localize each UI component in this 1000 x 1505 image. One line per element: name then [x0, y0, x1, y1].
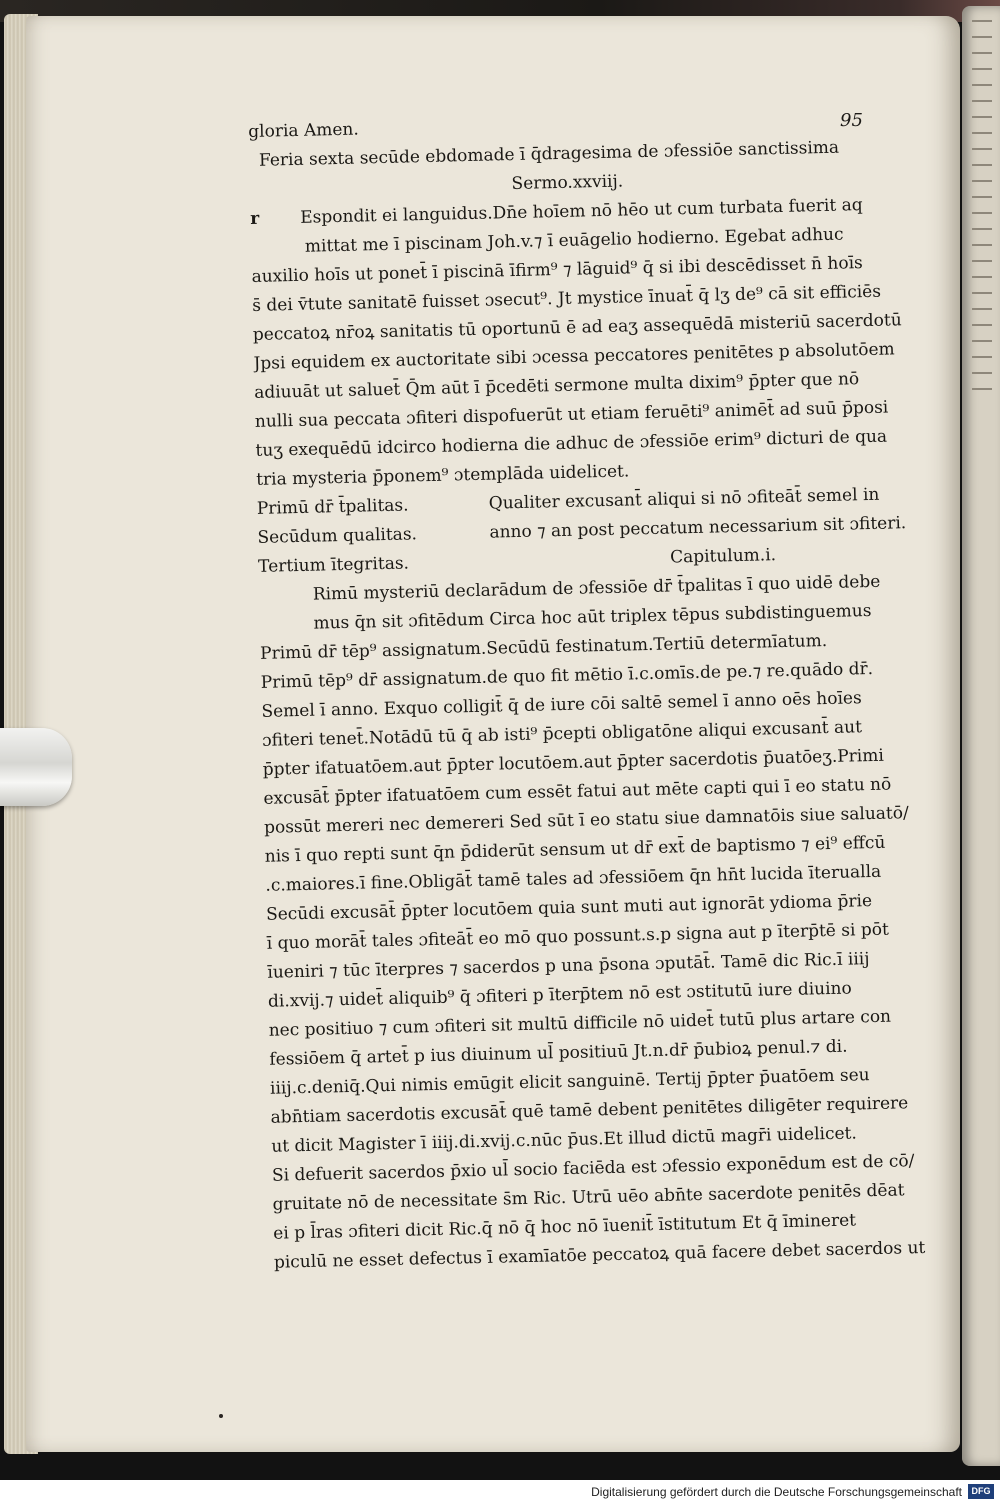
text-line: īueniri ⁊ tūc īterpres ⁊ sacerdos p una p̄sona ɔputāt̄. Tamē dic Ric.ī iiij — [267, 949, 870, 983]
chapter-list-right: anno ⁊ an post peccatum necessarium sit ɔfiteri. — [489, 513, 907, 543]
text-line: peccatoꝝ nr̄oꝝ sanitatis tū oportunū ē ad eaʒ assequēdā misteriū sacerdotū — [252, 310, 902, 345]
text-line: Secūdi excusāt̄ p̄pter locutōem quia sunt muti aut ignorāt ydioma p̄rie — [265, 891, 873, 925]
folio-number: 95 — [840, 110, 863, 131]
text-line: Espondit ei languidus.Dn̄e hoīem nō hēo ut cum turbata fuerit aq — [300, 195, 863, 228]
text-line: .c.maiores.ī fine.Obligāt̄ tamē tales ad ɔfessiōem q̄n hn̄t lucida īterualla — [265, 861, 882, 896]
text-line: nec positiuo ⁊ cum ɔfiteri sit multū difficile nō uidet̄ tutū plus artare con — [268, 1006, 892, 1041]
text-line: ut dicit Magister ī iiij.di.xvij.c.nūc p̄us.Et illud dictū magr̄i uidelicet. — [271, 1123, 858, 1157]
text-line: adiuuāt ut saluet̄ Q̄m aūt ī p̄cedēti sermone multa dixim⁹ p̄pter que nō — [254, 369, 860, 403]
text-line: nis ī quo repti sunt q̄n p̄diderūt sensum ut dr̄ ext̄ de baptismo ⁊ ei⁹ effcū — [264, 832, 886, 867]
footer-bar — [0, 1480, 1000, 1505]
text-line: auxilio hoīs ut ponet̄ ī piscinā īfirm⁹ ⁊ lāguid⁹ q̄ si ibi descēdisset n̄ hoīs — [251, 253, 863, 287]
chapter-list-left: Secūdum qualitas. — [257, 524, 418, 548]
text-line: fessiōem q̄ artet̄ p ius diuinum ul̄ positiuū Jt.n.dr̄ p̄ubioꝝ penul.⁊ di. — [269, 1036, 848, 1070]
text-line: piculū ne esset defectus ī examīatōe peccatoꝝ quā facere debet sacerdos ut — [273, 1237, 926, 1273]
text-line: ei p l̄ras ɔfiteri dicit Ric.q̄ nō q̄ hoc nō īuenit̄ īstitutum Et q̄ īmineret — [273, 1210, 857, 1244]
chapter-list-left: Tertium ītegritas. — [257, 553, 410, 577]
feria-heading: Feria sexta secūde ebdomade ī q̄dragesima de ɔfessiōe sanctissima — [258, 137, 840, 171]
text-line: Primū tēp⁹ dr̄ assignatum.de quo fit mētio ī.c.omīs.de pe.⁊ re.quādo dr̄. — [260, 658, 874, 693]
text-line: ɔfiteri tenet̄.Notādū tū q̄ ab isti⁹ p̄cepti obligatōne aliqui excusant̄ aut — [261, 717, 863, 751]
text-line: di.xvij.⁊ uidet̄ aliquib⁹ q̄ ɔfiteri p īterp̄tem nō est ɔstitutū iure diuino — [267, 978, 852, 1012]
text-line: s̄ dei v̄tute sanitatē fuisset ɔsecut⁹. Jt mystice īnuat̄ q̄ lʒ de⁹ cā sit efficiēs — [252, 281, 882, 316]
text-line: mittat me ī piscinam Joh.v.⁊ ī euāgelio hodierno. Egebat adhuc — [304, 224, 844, 257]
text-block — [248, 103, 934, 1278]
text-line: possūt mereri nec demereri Sed sūt ī eo statu siue damnatōis siue saluatō/ — [263, 803, 909, 838]
chapter-heading: Capitulum.i. — [669, 545, 777, 568]
facing-page-edge — [962, 6, 1000, 1466]
text-line: Rimū mysteriū declarādum de ɔfessiōe dr̄ t̄palitas ī quo uidē debe — [312, 571, 881, 605]
chapter-list-left: Primū dr̄ t̄palitas. — [256, 495, 409, 519]
text-line: tuʒ exequēdū idcirco hodierna die adhuc de ɔfessiōe erim⁹ dicturi de qua — [255, 426, 888, 461]
chapter-list-right: Qualiter excusant̄ aliqui si nō ɔfiteāt̄ semel in — [488, 484, 880, 514]
text-line: mus q̄n sit ɔfitēdum Circa hoc aūt triplex tēpus subdistinguemus — [313, 600, 872, 634]
text-line: excusāt̄ p̄pter ifatuatōem cum essēt fatui aut mēte capti qui ī eo statu nō — [263, 774, 892, 809]
footer-credit: Digitalisierung gefördert durch die Deutsche Forschungsgemeinschaft — [591, 1485, 962, 1499]
text-line: ī quo morāt̄ tales ɔfiteāt̄ eo mō quo possunt.s.p signa aut p īterp̄tē si pōt — [266, 919, 890, 954]
text-line: tria mysteria p̄ponem⁹ ɔtemplāda uidelicet. — [255, 461, 630, 490]
text-line: abn̄tiam sacerdotis excusāt̄ quē tamē debent penitētes diligēter requirere — [270, 1093, 909, 1128]
text-line: gruitate nō de necessitate s̄m Ric. Utrū uēo abn̄te sacerdote penitēs dēat — [272, 1180, 905, 1215]
text-line: Semel ī anno. Exquo colligit̄ q̄ de iure cōi saltē semel ī anno oēs hoīes — [261, 688, 862, 722]
text-line: Primū dr̄ tēp⁹ assignatum.Secūdū festinatum.Tertiū determīatum. — [259, 630, 828, 664]
text-line: nulli sua peccata ɔfiteri dispofuerūt ut etiam feruēti⁹ animēt̄ ad suū p̄posi — [254, 397, 889, 432]
page-clip — [0, 728, 72, 806]
sermon-number: Sermo.xxviij. — [511, 171, 624, 195]
dfg-logo: DFG — [968, 1484, 994, 1499]
text-line: p̄pter ifatuatōem.aut p̄pter locutōem.aut p̄pter sacerdotis p̄uatōeʒ.Primi — [262, 745, 885, 780]
text-line: gloria Amen. — [248, 119, 359, 142]
initial-letter: r — [250, 208, 260, 229]
page-speck — [219, 1414, 223, 1418]
text-line: Si defuerit sacerdos p̄xio ul̄ socio faciēda est ɔfessio exponēdum est de cō/ — [271, 1151, 915, 1186]
text-line: Jpsi equidem ex auctoritate sibi ɔcessa peccatores penitētes p absolutōem — [253, 339, 895, 374]
text-line: iiij.c.deniq̄.Qui nimis emūgit elicit sanguinē. Tertij p̄pter p̄uatōem seu — [269, 1065, 870, 1099]
